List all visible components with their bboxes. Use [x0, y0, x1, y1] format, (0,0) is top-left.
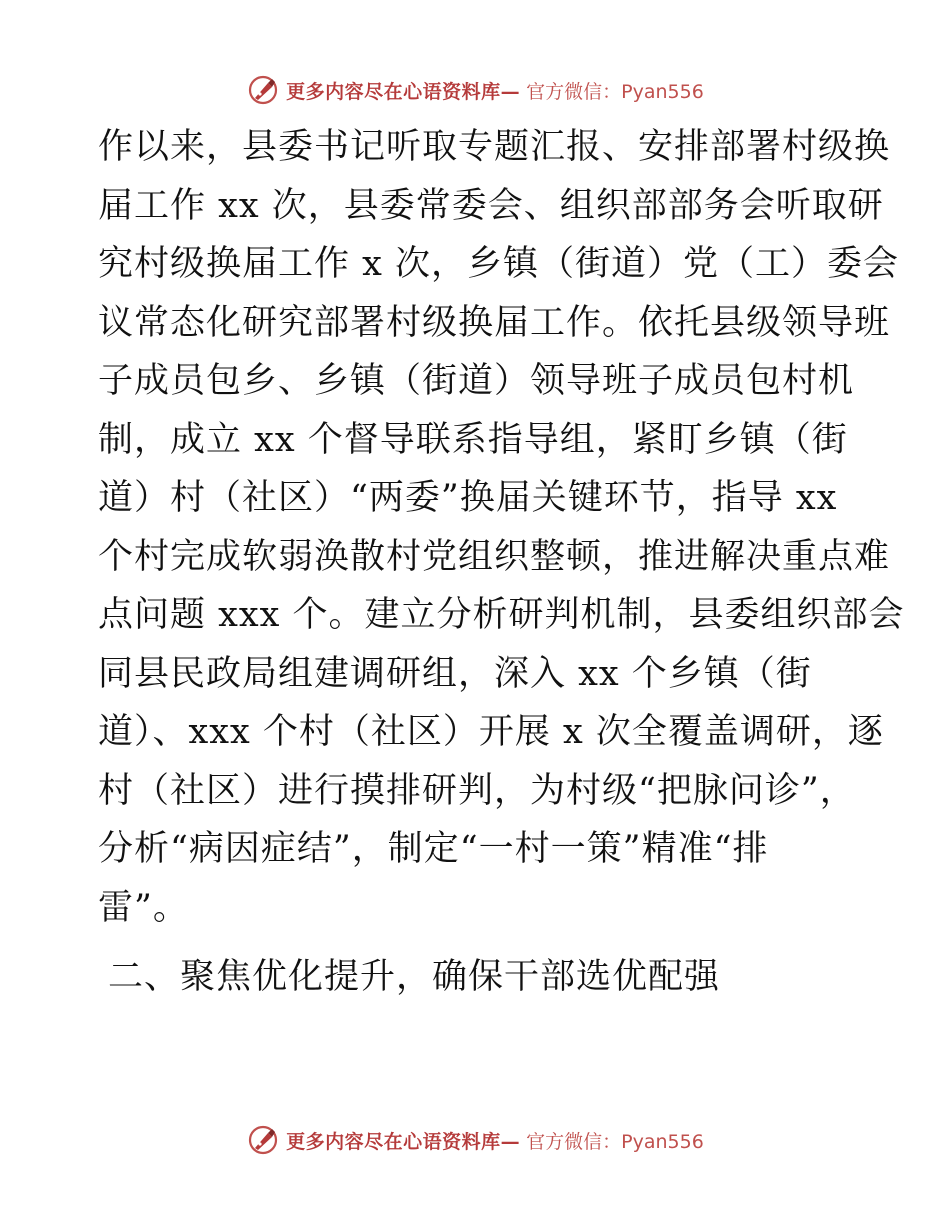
paragraph-line: 分析“病因症结”，制定“一村一策”精准“排 [98, 829, 769, 869]
paragraph-line: 子成员包乡、乡镇（街道）领导班子成员包村机 [98, 361, 855, 401]
paragraph-line: 议常态化研究部署村级换届工作。依托县级领导班 [98, 302, 891, 343]
section-heading: 二、聚焦优化提升，确保干部选优配强 [108, 957, 721, 997]
paragraph-line: 个村完成软弱涣散村党组织整顿，推进解决重点难 [98, 536, 891, 577]
paragraph-line: 点问题 xxx 个。建立分析研判机制，县委组织部会 [98, 595, 905, 635]
paragraph-line: 雷”。 [98, 887, 189, 928]
watermark-text: 更多内容尽在心语资料库— [286, 1130, 521, 1153]
watermark-contact: 官方微信：Pyan556 [526, 80, 704, 103]
paragraph-line: 同县民政局组建调研组，深入 xx 个乡镇（街 [98, 653, 812, 694]
body-paragraph [98, 118, 905, 937]
paragraph-line: 道）、xxx 个村（社区）开展 x 次全覆盖调研，逐 [98, 712, 884, 752]
paragraph-line: 作以来，县委书记听取专题汇报、安排部署村级换 [98, 127, 891, 167]
paragraph-line: 村（社区）进行摸排研判，为村级“把脉问诊”， [98, 770, 856, 811]
watermark-text: 更多内容尽在心语资料库— [286, 80, 521, 103]
header-watermark [0, 70, 950, 110]
paragraph-line: 道）村（社区）“两委”换届关键环节，指导 xx [98, 478, 838, 518]
watermark-contact: 官方微信：Pyan556 [526, 1130, 704, 1153]
paragraph-line: 究村级换届工作 x 次，乡镇（街道）党（工）委会 [98, 244, 899, 284]
pen-nib-logo-icon [246, 1123, 280, 1157]
paragraph-line: 制，成立 xx 个督导联系指导组，紧盯乡镇（街 [98, 419, 848, 460]
footer-watermark [0, 1120, 950, 1160]
paragraph-line: 届工作 xx 次，县委常委会、组织部部务会听取研 [98, 185, 884, 226]
pen-nib-logo-icon [246, 73, 280, 107]
